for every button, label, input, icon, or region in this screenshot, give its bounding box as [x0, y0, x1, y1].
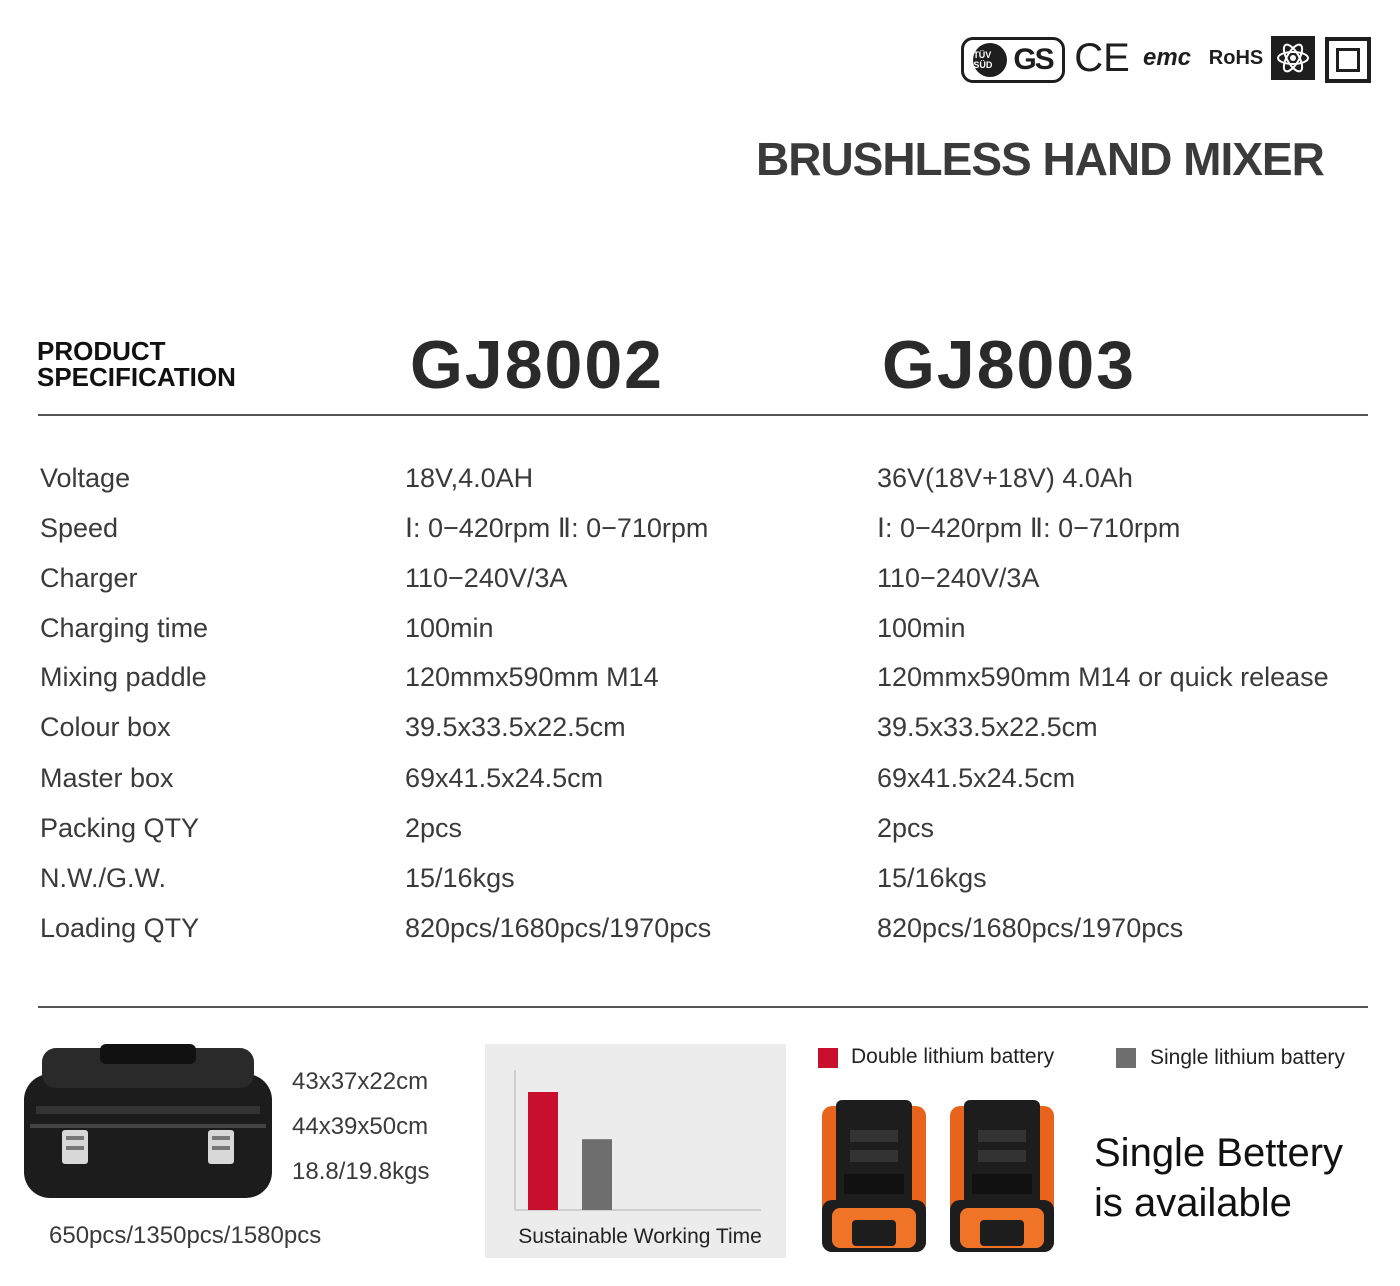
spec-row-charger — [0, 563, 1400, 613]
tool-case-loading: 650pcs/1350pcs/1580pcs — [49, 1222, 322, 1249]
emc-mark: emc — [1142, 44, 1192, 71]
spec-row-colour-box — [0, 712, 1400, 762]
spec-label: Speed — [40, 513, 119, 543]
bar-single-battery — [582, 1139, 612, 1210]
gs-mark: GS — [1013, 43, 1053, 76]
tool-case-carton: 44x39x50cm — [292, 1113, 429, 1140]
spec-value-gj8003: 2pcs — [877, 813, 935, 843]
footer-divider — [38, 1006, 1368, 1008]
spec-value-gj8003: Ⅰ: 0−420rpm Ⅱ: 0−710rpm — [877, 513, 1181, 543]
spec-value-gj8002: 100min — [405, 613, 494, 643]
spec-row-packing-qty — [0, 813, 1400, 863]
spec-heading-line1: PRODUCT — [37, 336, 166, 366]
rohs-mark: RoHS — [1208, 46, 1264, 69]
tuv-sud-logo: TÜV SÜD — [973, 43, 1007, 77]
spec-label: Master box — [40, 763, 174, 793]
spec-label: Colour box — [40, 712, 171, 742]
spec-row-charging-time — [0, 613, 1400, 663]
spec-value-gj8003: 15/16kgs — [877, 863, 987, 893]
battery-image-2 — [950, 1100, 1054, 1255]
model-gj8003: GJ8003 — [882, 327, 1136, 403]
spec-value-gj8002: 120mmx590mm M14 — [405, 662, 659, 692]
spec-row-loading-qty — [0, 913, 1400, 963]
spec-value-gj8002: Ⅰ: 0−420rpm Ⅱ: 0−710rpm — [405, 513, 709, 543]
atom-icon — [1271, 36, 1315, 80]
spec-value-gj8003: 110−240V/3A — [877, 563, 1040, 593]
battery-image-1 — [822, 1100, 926, 1255]
legend-label-double: Double lithium battery — [851, 1045, 1055, 1068]
spec-value-gj8003: 36V(18V+18V) 4.0Ah — [877, 463, 1133, 493]
spec-row-weight — [0, 863, 1400, 913]
spec-heading — [37, 338, 277, 390]
spec-value-gj8002: 820pcs/1680pcs/1970pcs — [405, 913, 712, 943]
single-battery-note-line2: is available — [1094, 1181, 1292, 1225]
spec-label: Loading QTY — [40, 913, 200, 943]
battery-svg — [822, 1100, 926, 1255]
legend-swatch-single — [1116, 1048, 1136, 1068]
tool-case-image — [22, 1044, 274, 1200]
spec-label: Charger — [40, 563, 138, 593]
spec-value-gj8003: 820pcs/1680pcs/1970pcs — [877, 913, 1184, 943]
bar-double-battery — [528, 1092, 558, 1210]
page-title: BRUSHLESS HAND MIXER — [756, 133, 1324, 185]
spec-value-gj8003: 69x41.5x24.5cm — [877, 763, 1076, 793]
tool-case-dimensions: 43x37x22cm — [292, 1068, 429, 1095]
spec-value-gj8002: 39.5x33.5x22.5cm — [405, 712, 626, 742]
spec-value-gj8002: 2pcs — [405, 813, 463, 843]
double-square-inner — [1336, 48, 1360, 72]
legend-swatch-double — [818, 1048, 838, 1068]
tool-case-svg — [22, 1044, 274, 1200]
header-divider — [38, 414, 1368, 416]
spec-row-speed — [0, 513, 1400, 563]
spec-value-gj8002: 69x41.5x24.5cm — [405, 763, 604, 793]
spec-label: Voltage — [40, 463, 131, 493]
model-gj8002: GJ8002 — [410, 327, 664, 403]
ce-mark: CE — [1074, 35, 1130, 80]
spec-row-master-box — [0, 763, 1400, 813]
chart-caption: Sustainable Working Time — [518, 1225, 762, 1248]
spec-row-mixing-paddle — [0, 662, 1400, 712]
legend-label-single: Single lithium battery — [1150, 1046, 1345, 1069]
double-square-icon — [1325, 37, 1371, 83]
spec-heading-line2: SPECIFICATION — [37, 362, 236, 392]
spec-label: Charging time — [40, 613, 209, 643]
spec-label: N.W./G.W. — [40, 863, 166, 893]
spec-label: Packing QTY — [40, 813, 200, 843]
tuv-gs-cert-logo — [961, 37, 1065, 83]
atom-icon-svg — [1275, 40, 1311, 76]
single-battery-note — [1094, 1128, 1343, 1228]
battery-svg — [950, 1100, 1054, 1255]
spec-value-gj8002: 15/16kgs — [405, 863, 515, 893]
single-battery-note-line1: Single Bettery — [1094, 1131, 1344, 1175]
spec-value-gj8003: 39.5x33.5x22.5cm — [877, 712, 1098, 742]
spec-row-voltage — [0, 463, 1400, 513]
spec-value-gj8002: 110−240V/3A — [405, 563, 568, 593]
spec-label: Mixing paddle — [40, 662, 207, 692]
tool-case-weight: 18.8/19.8kgs — [292, 1158, 430, 1185]
spec-value-gj8003: 100min — [877, 613, 966, 643]
spec-value-gj8002: 18V,4.0AH — [405, 463, 534, 493]
spec-value-gj8003: 120mmx590mm M14 or quick release — [877, 662, 1329, 692]
